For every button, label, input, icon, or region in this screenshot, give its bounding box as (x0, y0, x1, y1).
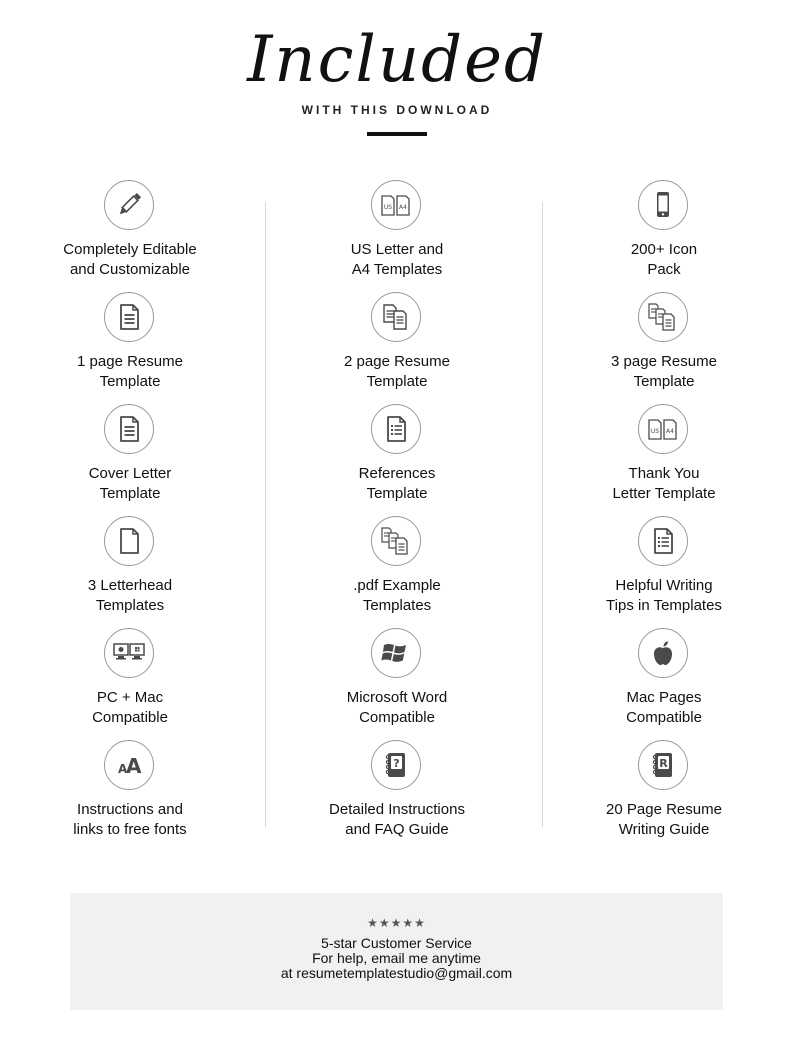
feature-item-paper-sizes (272, 180, 522, 292)
feature-item-cover-letter (5, 404, 255, 516)
feature-item-thank-you (539, 404, 789, 516)
feature-label: and Customizable (69, 260, 191, 278)
feature-item-pc-mac (5, 628, 255, 740)
font-icon-big-letter: A (126, 754, 142, 778)
feature-label: Compatible (359, 708, 435, 726)
feature-label: Compatible (626, 708, 702, 726)
feature-label: Template (633, 372, 695, 390)
phone-icon (638, 180, 688, 230)
feature-label: 1 page Resume (77, 353, 183, 370)
faq-question-mark: ? (393, 757, 400, 770)
feature-label: Compatible (92, 708, 168, 726)
feature-label: Helpful Writing (615, 577, 713, 594)
feature-label: links to free fonts (73, 820, 187, 838)
feature-label: Thank You (628, 465, 700, 482)
feature-label: Template (366, 372, 428, 390)
feature-item-writing-guide (539, 740, 789, 852)
feature-item-pdf-examples (272, 516, 522, 628)
document-icon (104, 404, 154, 454)
title-underline (367, 132, 427, 136)
feature-item-faq-guide (272, 740, 522, 852)
computers-icon (104, 628, 154, 678)
resume-guide-letter: R (659, 757, 668, 770)
paper-size-us-label: US (650, 428, 660, 435)
list-document-icon (371, 404, 421, 454)
feature-label: Templates (95, 596, 165, 614)
paper-size-a4-label: A4 (666, 428, 674, 435)
feature-label: A4 Templates (351, 260, 443, 278)
feature-label: 200+ Icon (630, 241, 698, 258)
customer-service-box (70, 893, 723, 1010)
feature-item-editable (5, 180, 255, 292)
feature-item-fonts (5, 740, 255, 852)
feature-item-3-page-resume (539, 292, 789, 404)
feature-label: Pack (647, 260, 681, 278)
feature-label: US Letter and (350, 241, 444, 258)
feature-label: Tips in Templates (606, 596, 722, 614)
paper-size-a4-label: A4 (399, 204, 407, 211)
feature-label: Template (99, 484, 161, 502)
feature-label: Cover Letter (88, 465, 172, 482)
feature-item-letterhead (5, 516, 255, 628)
feature-item-mac-pages (539, 628, 789, 740)
paper-sizes-icon (638, 404, 688, 454)
page-title: Included (247, 23, 547, 97)
feature-label: Microsoft Word (346, 689, 448, 706)
paper-size-us-label: US (383, 204, 393, 211)
feature-label: Template (99, 372, 161, 390)
feature-label: Detailed Instructions (329, 801, 465, 818)
feature-label: 2 page Resume (344, 353, 450, 370)
windows-logo-icon (371, 628, 421, 678)
feature-label: Templates (362, 596, 432, 614)
resume-guide-icon (638, 740, 688, 790)
feature-label: Letter Template (612, 484, 716, 502)
feature-label: 3 page Resume (611, 353, 717, 370)
pencil-icon (104, 180, 154, 230)
feature-item-1-page-resume (5, 292, 255, 404)
customer-service-text: 5-star Customer Service (321, 935, 472, 951)
apple-logo-icon (638, 628, 688, 678)
page-subtitle: WITH THIS DOWNLOAD (301, 103, 493, 117)
document-icon (104, 292, 154, 342)
feature-label: .pdf Example (353, 577, 441, 594)
faq-book-icon (371, 740, 421, 790)
three-documents-icon (371, 516, 421, 566)
feature-item-references (272, 404, 522, 516)
feature-label: Writing Guide (618, 820, 710, 838)
list-document-icon (638, 516, 688, 566)
column-separator-left (265, 202, 266, 827)
rating-stars: ★★★★★ (367, 916, 426, 930)
blank-page-icon (104, 516, 154, 566)
feature-label: and FAQ Guide (345, 820, 449, 838)
two-documents-icon (371, 292, 421, 342)
font-icon-small-letter: A (118, 762, 128, 776)
feature-item-writing-tips (539, 516, 789, 628)
feature-item-microsoft-word (272, 628, 522, 740)
feature-label: Completely Editable (63, 241, 197, 258)
feature-item-icon-pack (539, 180, 789, 292)
contact-email: at resumetemplatestudio@gmail.com (280, 965, 513, 981)
feature-item-2-page-resume (272, 292, 522, 404)
paper-sizes-icon (371, 180, 421, 230)
feature-label: Instructions and (77, 801, 183, 818)
help-text: For help, email me anytime (312, 950, 481, 966)
font-icon (104, 740, 154, 790)
feature-label: Template (366, 484, 428, 502)
feature-label: 3 Letterhead (87, 577, 173, 594)
feature-label: PC + Mac (96, 689, 164, 706)
feature-label: 20 Page Resume (606, 801, 722, 818)
feature-label: References (358, 465, 436, 482)
feature-label: Mac Pages (626, 689, 702, 706)
three-documents-icon (638, 292, 688, 342)
